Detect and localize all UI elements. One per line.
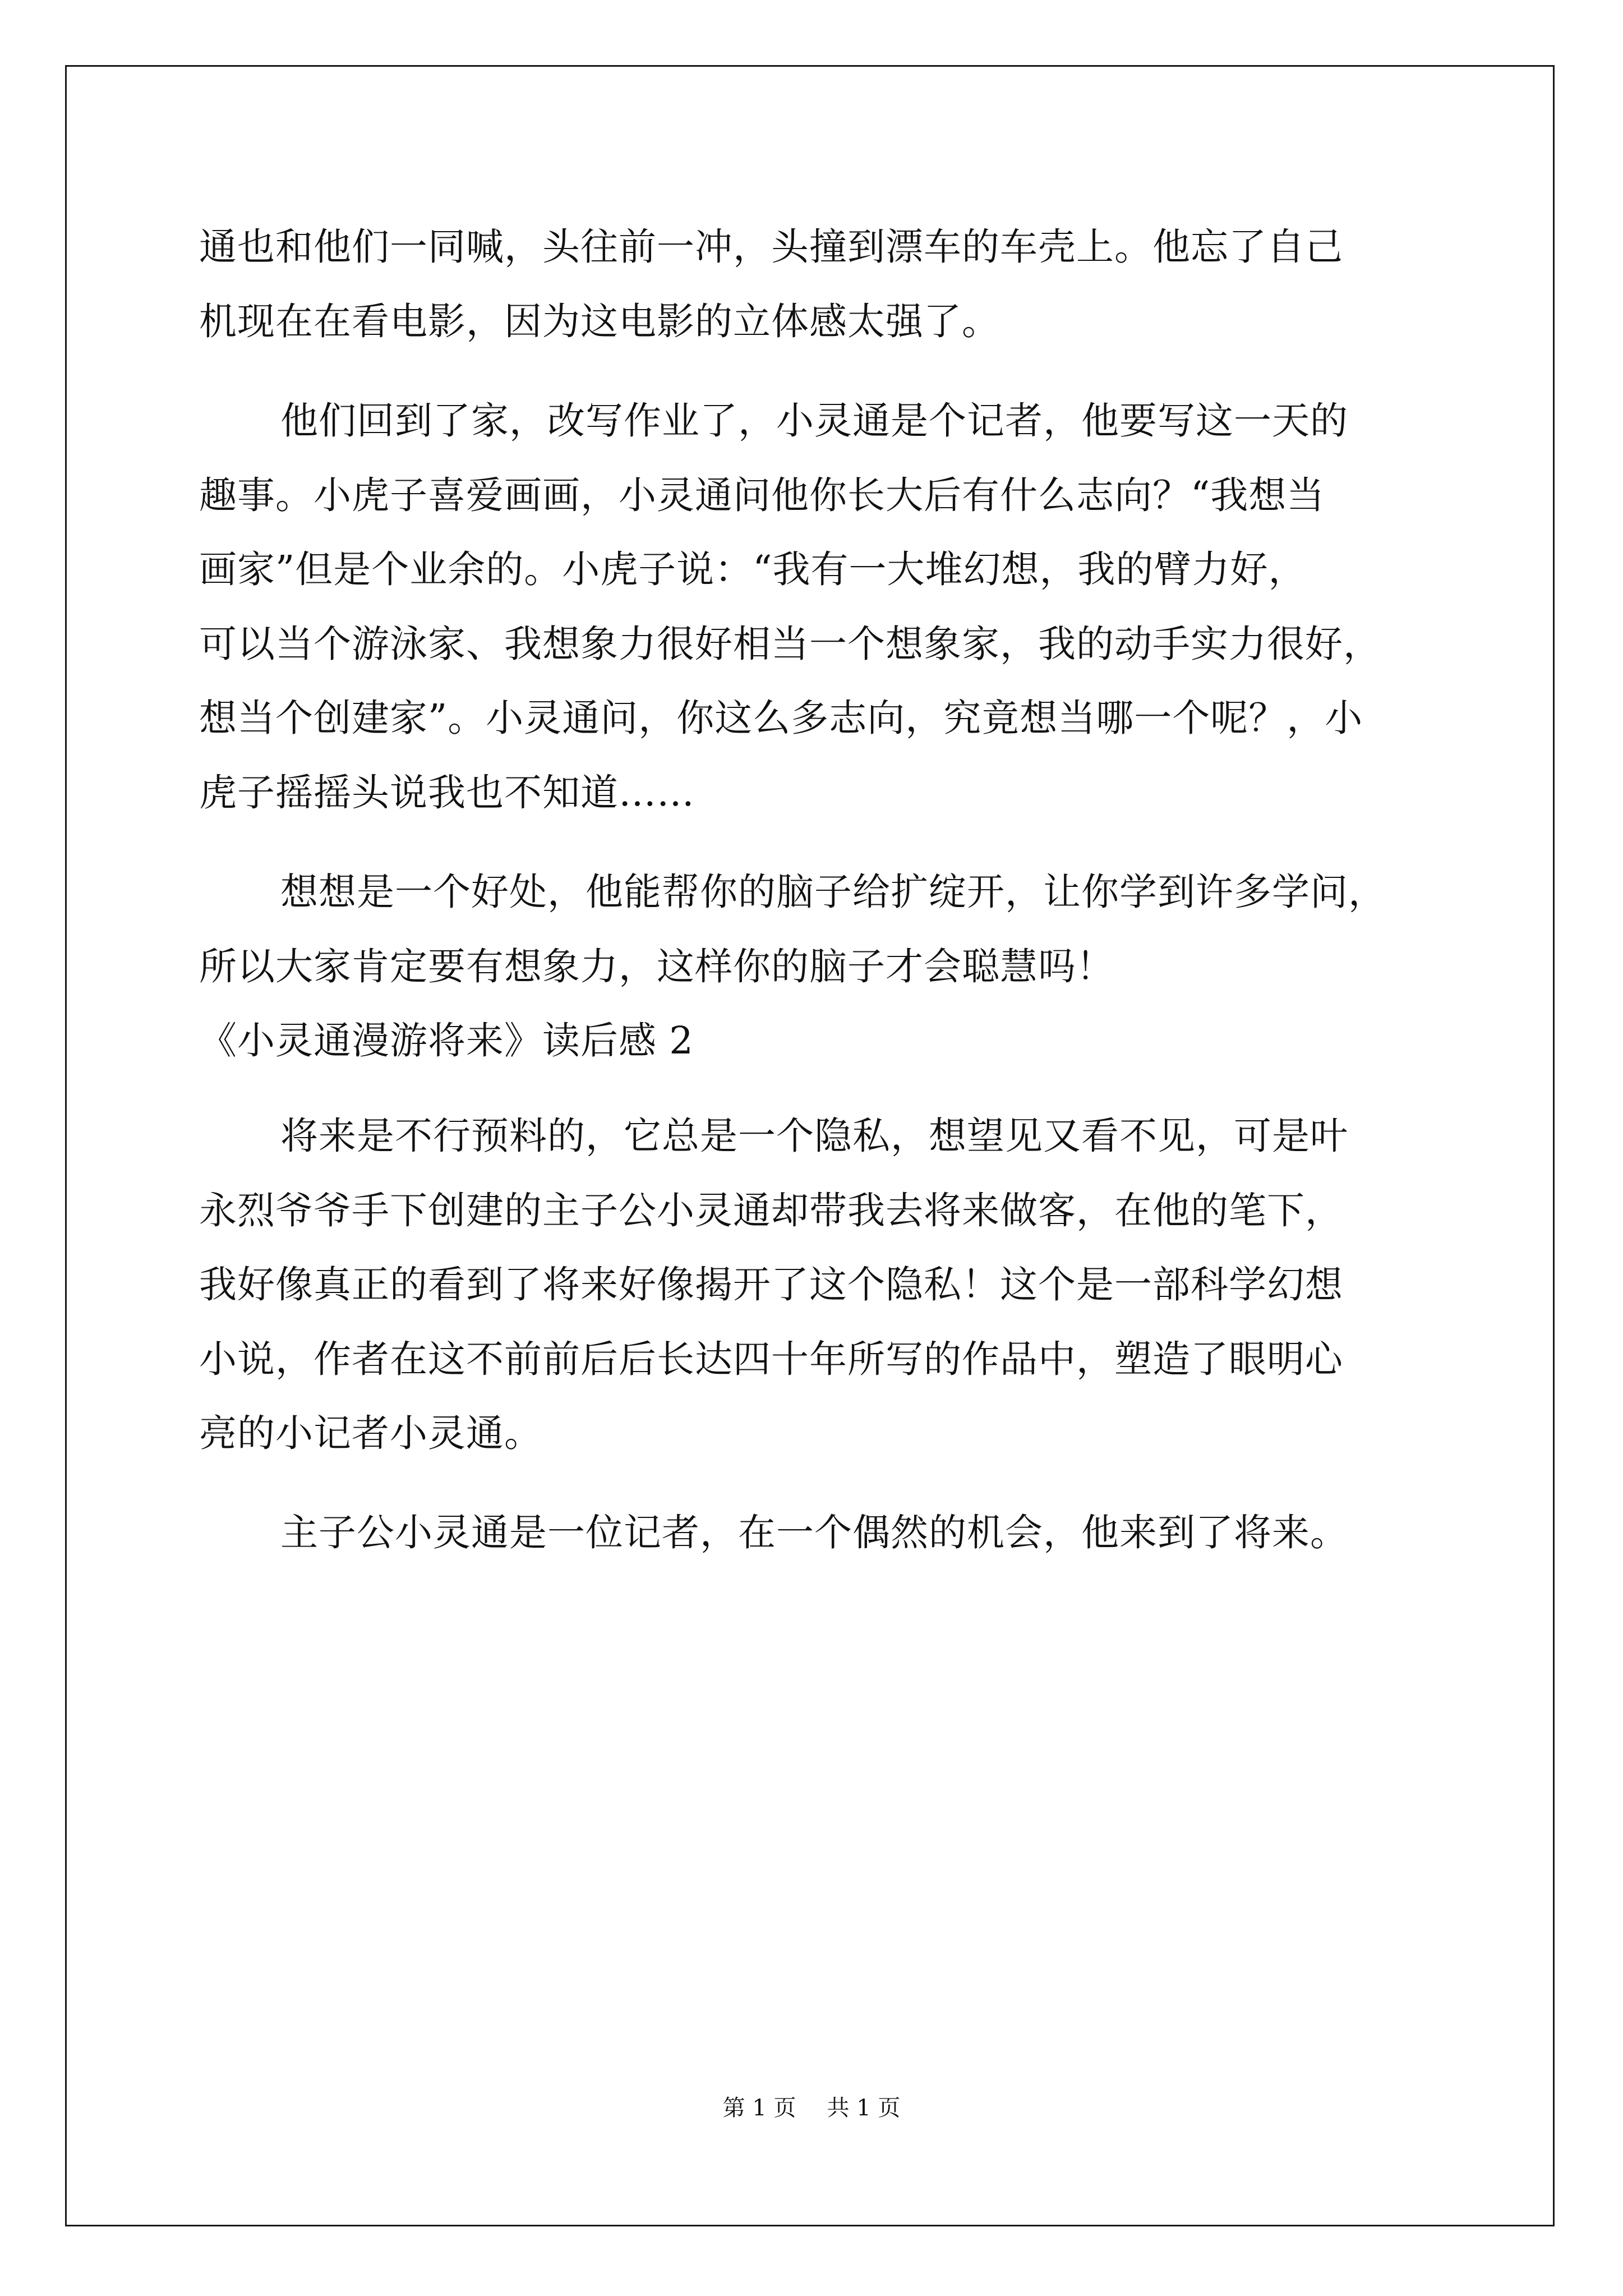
text-line: 机现在在看电影，因为这电影的立体感太强了。 (199, 300, 1000, 343)
page-number-current: 第 1 页 (722, 2095, 796, 2121)
paragraph-start-line: 将来是不行预料的，它总是一个隐私，想望见又看不见，可是叶 (280, 1114, 1348, 1158)
text-line: 趣事。小虎子喜爱画画，小灵通问他你长大后有什么志向？“我想当 (199, 473, 1325, 517)
text-line: 小说，作者在这不前前后后长达四十年所写的作品中，塑造了眼明心 (199, 1337, 1343, 1381)
text-line: 通也和他们一同喊，头往前一冲，头撞到漂车的车壳上。他忘了自己 (199, 225, 1343, 269)
text-line: 永烈爷爷手下创建的主子公小灵通却带我去将来做客，在他的笔下， (199, 1189, 1343, 1232)
text-line: 想当个创建家”。小灵通问，你这么多志向，究竟想当哪一个呢？，小 (199, 696, 1363, 740)
paragraph-start-line: 想想是一个好处，他能帮你的脑子给扩绽开，让你学到许多学问， (280, 870, 1386, 914)
text-line: 可以当个游泳家、我想象力很好相当一个想象家，我的动手实力很好， (199, 622, 1381, 666)
text-line: 所以大家肯定要有想象力，这样你的脑子才会聪慧吗！ (199, 945, 1114, 988)
text-line: 我好像真正的看到了将来好像揭开了这个隐私！这个是一部科学幻想 (199, 1263, 1343, 1306)
text-line: 虎子摇摇头说我也不知道…… (199, 771, 695, 815)
text-line: 画家”但是个业余的。小虎子说：“我有一大堆幻想，我的臂力好， (199, 547, 1307, 591)
text-line: 亮的小记者小灵通。 (199, 1411, 542, 1455)
paragraph-start-line: 主子公小灵通是一位记者，在一个偶然的机会，他来到了将来。 (280, 1511, 1348, 1554)
paragraph-start-line: 他们回到了家，改写作业了，小灵通是个记者，他要写这一天的 (280, 399, 1348, 443)
section-heading: 《小灵通漫游将来》读后感 2 (199, 1019, 694, 1062)
page-footer (0, 2091, 1623, 2125)
page-number-total: 共 1 页 (827, 2095, 901, 2121)
